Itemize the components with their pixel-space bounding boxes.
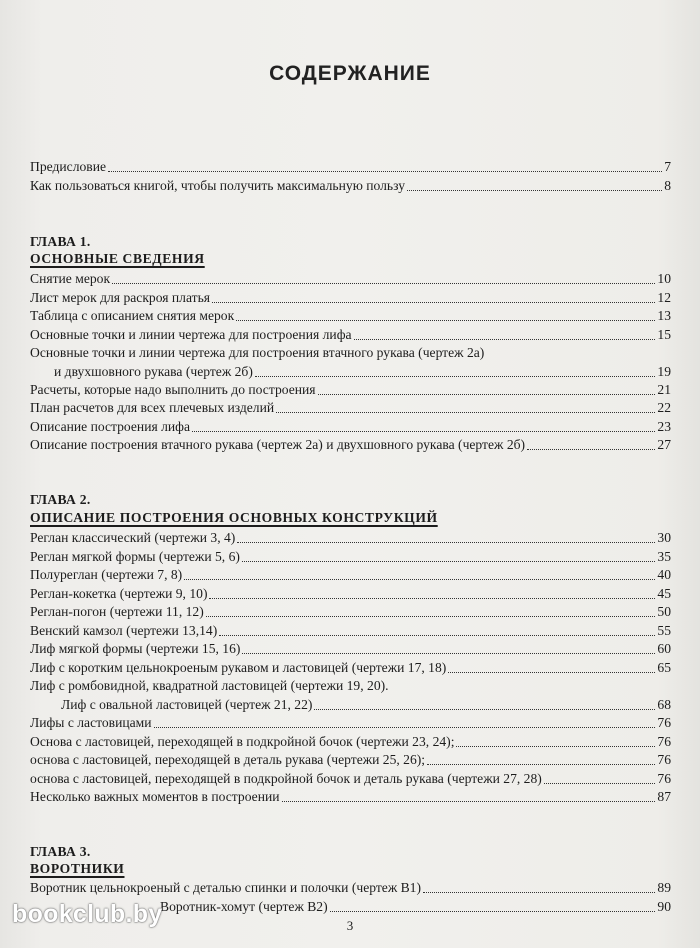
- toc-entry: [30, 733, 671, 751]
- dot-leader: [184, 578, 655, 580]
- dot-leader: [318, 393, 656, 395]
- toc-entry-title: Реглан-погон (чертежи 11, 12): [30, 604, 204, 619]
- toc-entry-title: Лист мерок для раскроя платья: [30, 290, 211, 305]
- toc-entry-title: Лиф с коротким цельнокроеным рукавом и ластовицей (чертежи 17, 18): [30, 660, 447, 675]
- toc-entry-page: 50: [657, 604, 671, 619]
- dot-leader: [423, 891, 655, 893]
- toc-entry-page: 21: [657, 382, 671, 397]
- dot-leader: [314, 708, 655, 710]
- toc-entry-title: Полуреглан (чертежи 7, 8): [30, 567, 183, 582]
- toc-entry: [30, 289, 671, 307]
- toc-entry-page: 76: [657, 715, 671, 730]
- toc-entry-page: 55: [657, 623, 671, 638]
- dot-leader: [407, 189, 662, 191]
- toc-entry-line: Лиф с ромбовидной, квадратной ластовицей (чертежи 19, 20).: [30, 678, 389, 693]
- toc-entry: [30, 381, 671, 399]
- toc-entry-title: Реглан мягкой формы (чертежи 5, 6): [30, 549, 240, 564]
- toc-entry-title: Описание построения втачного рукава (чертеж 2а) и двухшовного рукава (чертеж 2б): [30, 437, 526, 452]
- dot-leader: [242, 652, 655, 654]
- dot-leader: [112, 282, 655, 284]
- toc-entry-title: Предисловие: [30, 159, 107, 174]
- toc-entry-page: 22: [657, 400, 671, 415]
- toc-entry-title: План расчетов для всех плечевых изделий: [30, 400, 275, 415]
- toc-entry: [30, 326, 671, 344]
- dot-leader: [192, 430, 655, 432]
- toc-entry-title: основа с ластовицей, переходящей в деталь рукава (чертежи 25, 26);: [30, 752, 426, 767]
- dot-leader: [448, 671, 655, 673]
- toc-entry: [30, 622, 671, 640]
- dot-leader: [209, 597, 655, 599]
- dot-leader: [219, 634, 655, 636]
- toc-entry-line: Основные точки и линии чертежа для построения втачного рукава (чертеж 2а): [30, 345, 485, 360]
- toc-entry-page: 15: [657, 327, 671, 342]
- dot-leader: [456, 745, 655, 747]
- toc-entry: [30, 177, 671, 195]
- toc-entry-page: 27: [657, 437, 671, 452]
- toc-entry-page: 90: [657, 899, 671, 914]
- toc-entry: [30, 436, 671, 454]
- dot-leader: [276, 411, 655, 413]
- dot-leader: [206, 615, 656, 617]
- dot-leader: [282, 800, 656, 802]
- toc-entry-title: Несколько важных моментов в построении: [30, 789, 280, 804]
- toc-entry-page: 76: [657, 734, 671, 749]
- dot-leader: [242, 560, 656, 562]
- toc-entry-page: 7: [664, 159, 671, 174]
- toc-entry-title: Лиф с овальной ластовицей (чертеж 21, 22): [61, 697, 313, 712]
- toc-entry: [30, 566, 671, 584]
- toc-entry-title: Основные точки и линии чертежа для построения лифа: [30, 327, 352, 342]
- toc-entry: [30, 399, 671, 417]
- chapter-1-label: ГЛАВА 1.: [30, 234, 91, 249]
- toc-entry-title: и двухшовного рукава (чертеж 2б): [54, 364, 253, 379]
- toc-entry: [61, 696, 671, 714]
- toc-entry-page: 76: [657, 771, 671, 786]
- toc-entry: [30, 879, 671, 897]
- toc-entry-title: основа с ластовицей, переходящей в подкройной бочок и деталь рукава (чертежи 27, 28): [30, 771, 542, 786]
- toc-entry-page: 23: [657, 419, 671, 434]
- chapter-1-heading: ОСНОВНЫЕ СВЕДЕНИЯ: [30, 251, 205, 266]
- toc-entry: [30, 158, 671, 176]
- toc-entry: [30, 714, 671, 732]
- toc-entry-page: 76: [657, 752, 671, 767]
- toc-entry-title: Описание построения лифа: [30, 419, 191, 434]
- toc-entry-page: 87: [657, 789, 671, 804]
- toc-entry: [54, 363, 671, 381]
- toc-entry: [30, 270, 671, 288]
- toc-entry-title: Воротник цельнокроеный с деталью спинки и полочки (чертеж В1): [30, 880, 422, 895]
- dot-leader: [237, 541, 655, 543]
- toc-entry-title: Реглан-кокетка (чертежи 9, 10): [30, 586, 208, 601]
- toc-entry-page: 12: [657, 290, 671, 305]
- toc-entry-title: Основа с ластовицей, переходящей в подкройной бочок (чертежи 23, 24);: [30, 734, 455, 749]
- toc-entry: [30, 659, 671, 677]
- toc-entry-page: 89: [657, 880, 671, 895]
- page-number: 3: [346, 918, 354, 933]
- toc-entry-title: Лифы с ластовицами: [30, 715, 152, 730]
- toc-entry-page: 19: [657, 364, 671, 379]
- dot-leader: [255, 375, 656, 377]
- toc-entry-page: 45: [657, 586, 671, 601]
- toc-entry: [30, 418, 671, 436]
- dot-leader: [236, 319, 655, 321]
- chapter-3-label: ГЛАВА 3.: [30, 844, 91, 859]
- toc-entry-title: Воротник-хомут (чертеж В2): [160, 899, 328, 914]
- toc-entry: [30, 751, 671, 769]
- dot-leader: [427, 763, 655, 765]
- dot-leader: [212, 301, 655, 303]
- toc-entry: [160, 898, 671, 916]
- dot-leader: [108, 170, 662, 172]
- toc-entry-page: 35: [657, 549, 671, 564]
- dot-leader: [544, 782, 656, 784]
- toc-entry: [30, 770, 671, 788]
- toc-entry-page: 30: [657, 530, 671, 545]
- toc-entry-title: Расчеты, которые надо выполнить до построения: [30, 382, 316, 397]
- toc-entry: [30, 788, 671, 806]
- toc-entry-title: Венский камзол (чертежи 13,14): [30, 623, 218, 638]
- toc-entry-title: Таблица с описанием снятия мерок: [30, 308, 235, 323]
- toc-entry-page: 13: [657, 308, 671, 323]
- toc-entry-page: 60: [657, 641, 671, 656]
- dot-leader: [154, 726, 656, 728]
- toc-entry: [30, 640, 671, 658]
- chapter-3-heading: ВОРОТНИКИ: [30, 861, 125, 876]
- toc-entry: [30, 585, 671, 603]
- toc-entry: [30, 548, 671, 566]
- chapter-2-heading: ОПИСАНИЕ ПОСТРОЕНИЯ ОСНОВНЫХ КОНСТРУКЦИЙ: [30, 510, 438, 525]
- toc-entry-page: 8: [664, 178, 671, 193]
- watermark-logo: bookclub.by: [12, 900, 163, 928]
- dot-leader: [330, 910, 656, 912]
- toc-entry-page: 10: [657, 271, 671, 286]
- toc-entry-title: Снятие мерок: [30, 271, 111, 286]
- chapter-2-label: ГЛАВА 2.: [30, 492, 91, 507]
- toc-entry: [30, 529, 671, 547]
- dot-leader: [354, 338, 656, 340]
- toc-entry-title: Как пользоваться книгой, чтобы получить максимальную пользу: [30, 178, 406, 193]
- page-title: СОДЕРЖАНИЕ: [269, 62, 431, 85]
- dot-leader: [527, 448, 655, 450]
- toc-entry: [30, 603, 671, 621]
- toc-entry-title: Лиф мягкой формы (чертежи 15, 16): [30, 641, 241, 656]
- toc-entry-title: Реглан классический (чертежи 3, 4): [30, 530, 236, 545]
- toc-entry-page: 68: [657, 697, 671, 712]
- toc-entry-page: 40: [657, 567, 671, 582]
- toc-entry: [30, 307, 671, 325]
- toc-entry-page: 65: [657, 660, 671, 675]
